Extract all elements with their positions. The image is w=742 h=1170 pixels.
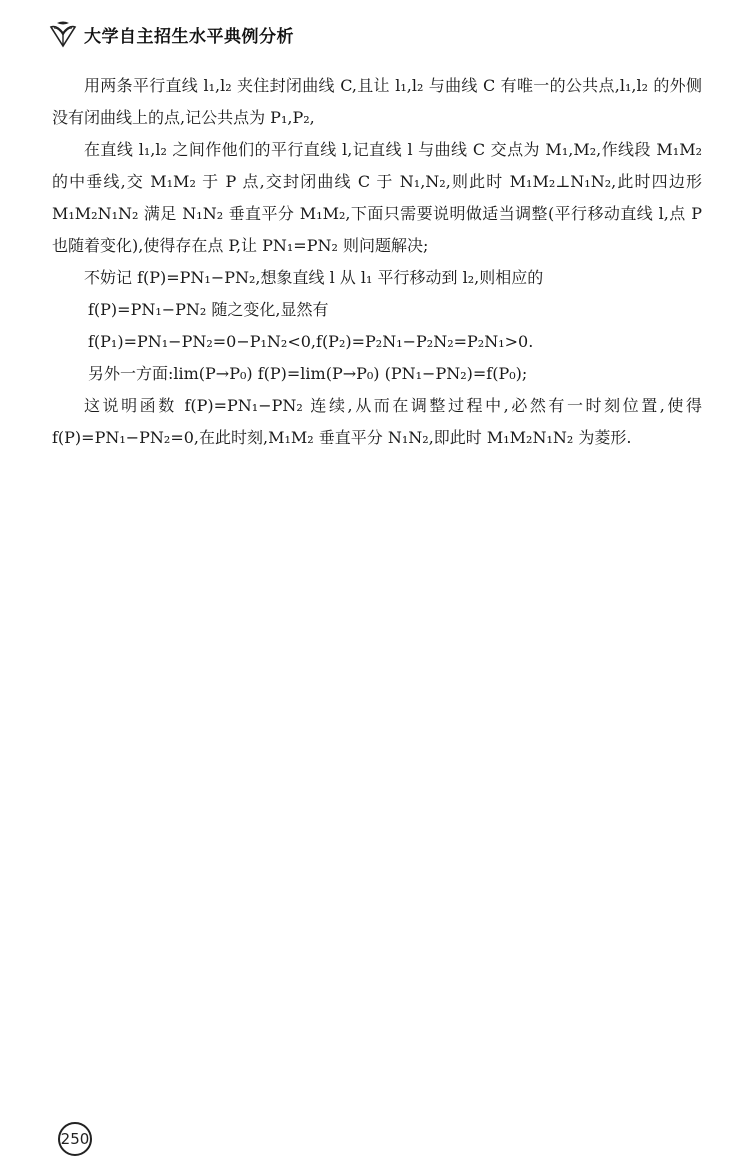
- paragraph-2: 在直线 l₁,l₂ 之间作他们的平行直线 l,记直线 l 与曲线 C 交点为 M₁,M₂,作线段 M₁M₂ 的中垂线,交 M₁M₂ 于 P 点,交封闭曲线 C 于 N₁,N₂,则此时 M₁M₂⊥N₁N₂,此时四边形 M₁M₂N₁N₂ 满足 N₁N₂ 垂直平分 M₁M₂,下面只需要说明做适当调整(平行移动直线 l,点 P 也随着变化),使得存在点 P,让 PN₁=PN₂ 则问题解决;: [52, 140, 702, 255]
- page-header: [48, 18, 294, 50]
- conclusion-paragraph: 这说明函数 f(P)=PN₁−PN₂ 连续,从而在调整过程中,必然有一时刻位置,使得 f(P)=PN₁−PN₂=0,在此时刻,M₁M₂ 垂直平分 N₁N₂,即此时 M₁M₂N₁N₂ 为菱形.: [52, 396, 702, 447]
- paragraph-3: 不妨记 f(P)=PN₁−PN₂,想象直线 l 从 l₁ 平行移动到 l₂,则相应的: [84, 268, 544, 287]
- book-title: 大学自主招生水平典例分析: [84, 26, 294, 47]
- equation-line-2: f(P₁)=PN₁−PN₂=0−P₁N₂<0,f(P₂)=P₂N₁−P₂N₂=P₂N₁>0.: [88, 332, 534, 351]
- equation-line-3: 另外一方面:lim(P→P₀) f(P)=lim(P→P₀) (PN₁−PN₂)=f(P₀);: [88, 364, 528, 383]
- equation-line-1: f(P)=PN₁−PN₂ 随之变化,显然有: [88, 300, 329, 319]
- page-body: [52, 70, 702, 454]
- page-number: 250: [58, 1122, 92, 1156]
- book-emblem-icon: [48, 19, 78, 49]
- paragraph-1: 用两条平行直线 l₁,l₂ 夹住封闭曲线 C,且让 l₁,l₂ 与曲线 C 有唯一的公共点,l₁,l₂ 的外侧没有闭曲线上的点,记公共点为 P₁,P₂,: [52, 76, 702, 127]
